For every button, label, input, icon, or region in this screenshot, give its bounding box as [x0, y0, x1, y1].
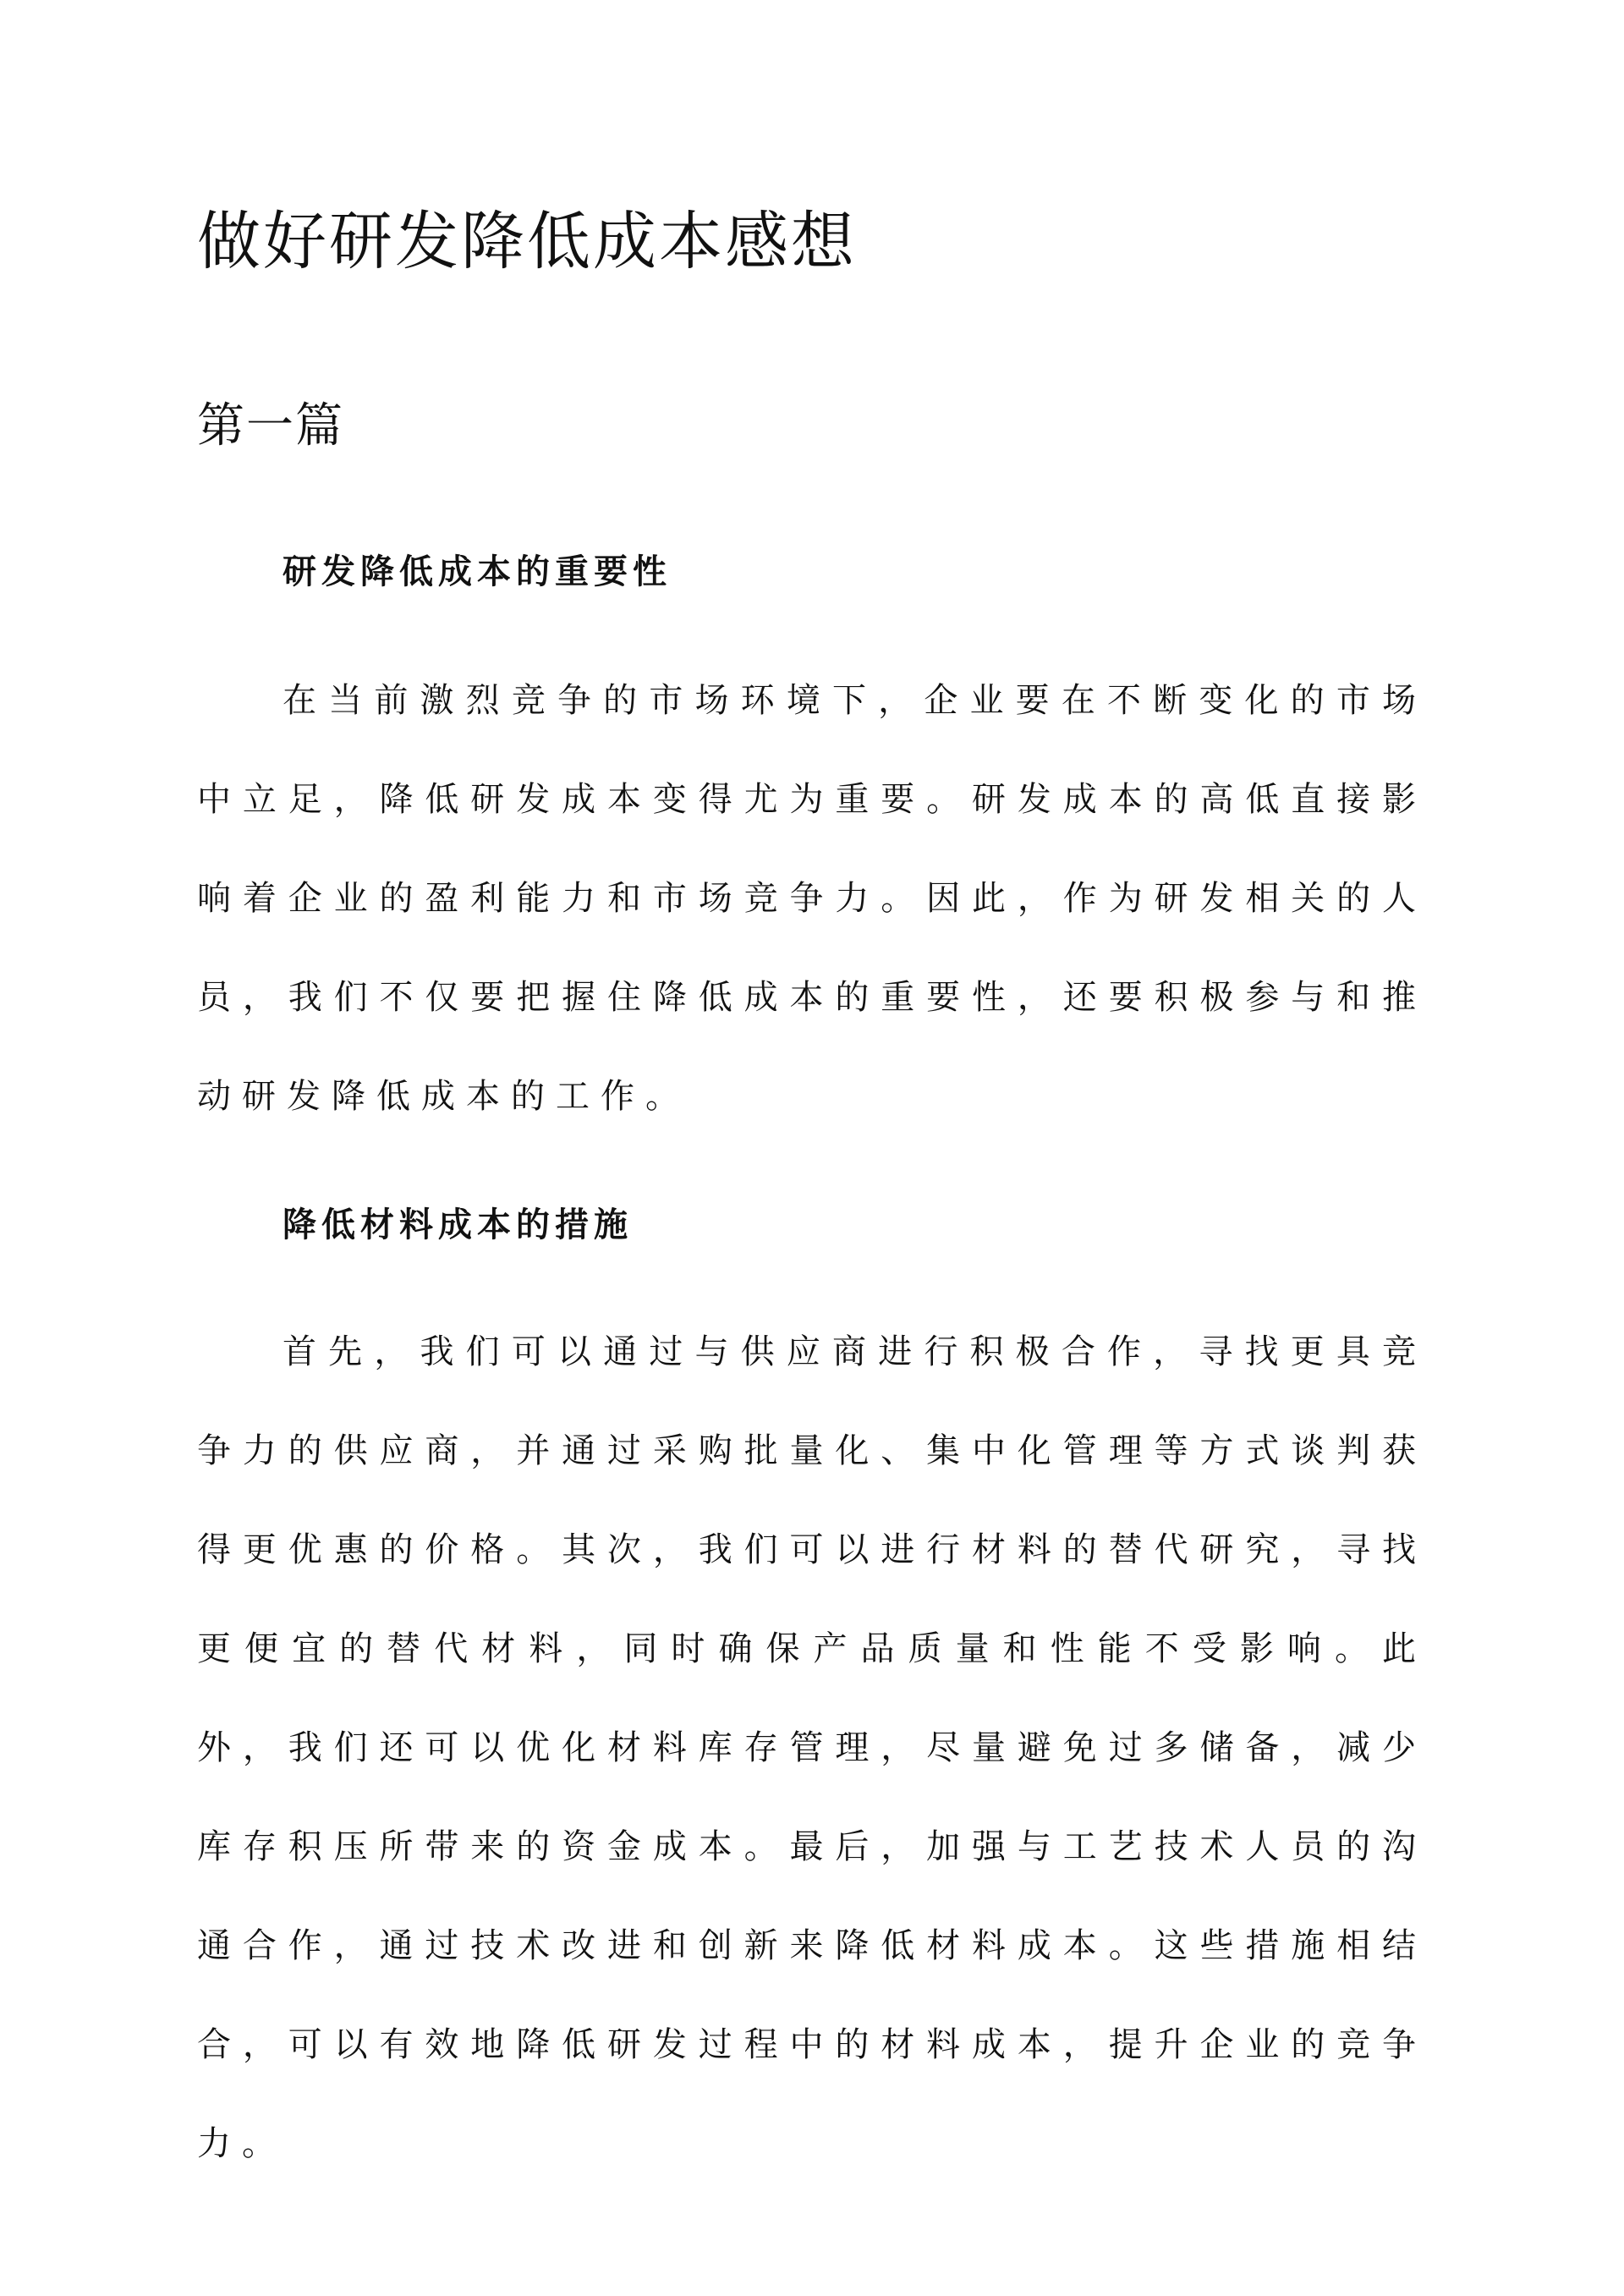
section-heading-material-cost: 降低材料成本的措施 [283, 1205, 633, 1244]
section-paragraph-material-cost: 首先，我们可以通过与供应商进行积极合作，寻找更具竞争力的供应商，并通过采购批量化、集中化管理等方式谈判获得更优惠的价格。其次，我们可以进行材料的替代研究，寻找更便宜的替代材料，同时确保产品质量和性能不受影响。此外，我们还可以优化材料库存管理，尽量避免过多储备，减少库存积压所带来的资金成本。最后，加强与工艺技术人员的沟通合作，通过技术改进和创新来降低材料成本。这些措施相结合，可以有效地降低研发过程中的材料成本，提升企业的竞争力。 [197, 1332, 1427, 2163]
section-heading-importance: 研发降低成本的重要性 [283, 552, 672, 591]
document-title: 做好研发降低成本感想 [197, 204, 858, 278]
section-paragraph-importance: 在当前激烈竞争的市场环境下，企业要在不断变化的市场中立足，降低研发成本变得尤为重要。研发成本的高低直接影响着企业的盈利能力和市场竞争力。因此，作为研发相关的人员，我们不仅要把握住降低成本的重要性，还要积极参与和推动研发降低成本的工作。 [197, 681, 1427, 1116]
chapter-heading: 第一篇 [197, 398, 344, 453]
